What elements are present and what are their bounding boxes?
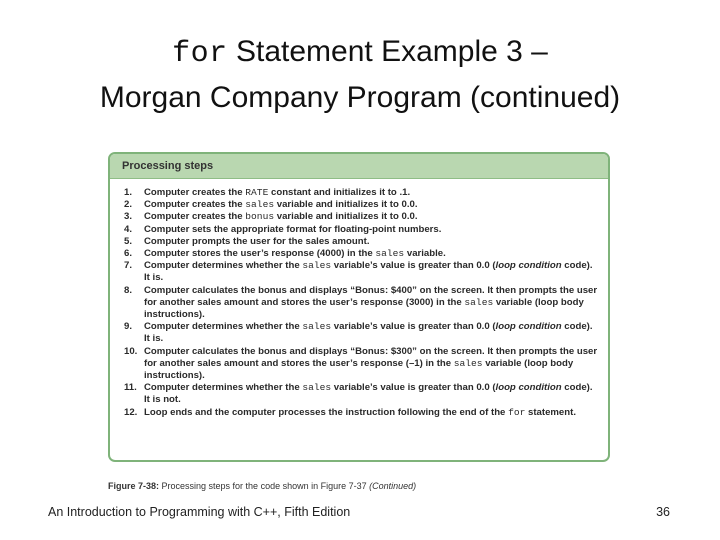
footer-book-title: An Introduction to Programming with C++, Fifth Edition — [48, 505, 351, 519]
step-item — [124, 285, 598, 322]
step-number: 6. — [124, 248, 133, 260]
step-text: Computer prompts the user for the sales amount. — [144, 235, 370, 247]
step-item — [124, 382, 598, 406]
step-item — [124, 248, 598, 260]
step-number: 8. — [124, 284, 133, 296]
processing-steps-figure — [108, 152, 610, 462]
code-term: for — [508, 406, 526, 418]
step-text: Computer creates the RATE constant and initializes it to .1. — [144, 187, 411, 198]
step-number: 1. — [124, 187, 133, 198]
step-text: Computer determines whether the sales variable’s value is greater than 0.0 (loop condition code). It is. — [144, 321, 593, 345]
code-term: sales — [302, 382, 332, 394]
code-term: sales — [302, 260, 332, 272]
step-item — [124, 187, 598, 199]
figure-caption — [108, 481, 416, 491]
step-text: Computer determines whether the sales variable’s value is greater than 0.0 (loop condition code). It is not. — [144, 382, 593, 406]
step-number: 10. — [124, 345, 138, 357]
caption-suffix: (Continued) — [369, 481, 417, 491]
step-item — [124, 260, 598, 284]
step-list — [110, 187, 608, 419]
title-line-1 — [0, 30, 720, 76]
step-number: 5. — [124, 235, 133, 247]
step-number: 12. — [124, 406, 138, 418]
step-text: Computer stores the user’s response (4000) in the sales variable. — [144, 248, 446, 260]
step-number: 11. — [124, 382, 137, 394]
code-term: sales — [245, 199, 275, 211]
italic-term: loop condition — [495, 321, 562, 333]
step-number: 4. — [124, 223, 133, 235]
step-text: Computer calculates the bonus and displays “Bonus: $300” on the screen. It then prompts the user for another sales amount and stores the user’s response (–1) in the sales variable (loop body instructions). — [144, 345, 598, 382]
figure-header: Processing steps — [110, 154, 608, 179]
code-term: bonus — [245, 211, 275, 223]
caption-label: Figure 7-38: — [108, 481, 160, 491]
title-line-2: Morgan Company Program (continued) — [99, 81, 621, 114]
footer-page-number: 36 — [656, 505, 670, 519]
slide-title — [0, 30, 720, 119]
code-term: sales — [453, 357, 483, 369]
title-line-1-text: Statement Example 3 – — [227, 35, 548, 68]
step-number: 3. — [124, 211, 133, 223]
step-number: 7. — [124, 260, 133, 272]
step-text: Computer determines whether the sales variable’s value is greater than 0.0 (loop condition code). It is. — [144, 260, 593, 284]
step-text: Computer calculates the bonus and displays “Bonus: $400” on the screen. It then prompts the user for another sales amount and stores the user’s response (3000) in the sales variable (loop body instructions). — [144, 284, 598, 321]
step-item — [124, 224, 598, 236]
italic-term: loop condition — [495, 260, 562, 272]
step-text: Computer sets the appropriate format for floating-point numbers. — [144, 223, 442, 235]
step-item — [124, 211, 598, 223]
step-text: Computer creates the sales variable and initializes it to 0.0. — [144, 199, 418, 211]
step-number: 2. — [124, 199, 133, 211]
step-text: Loop ends and the computer processes the instruction following the end of the for statement. — [144, 406, 576, 418]
step-text: Computer creates the bonus variable and initializes it to 0.0. — [144, 211, 418, 223]
step-number: 9. — [124, 321, 133, 333]
code-term: sales — [375, 248, 405, 260]
step-item — [124, 321, 598, 345]
italic-term: loop condition — [495, 382, 562, 394]
caption-text: Processing steps for the code shown in Figure 7-37 — [159, 481, 370, 491]
step-item — [124, 236, 598, 248]
code-term: RATE — [245, 187, 269, 198]
code-term: sales — [302, 321, 332, 333]
title-code-word: for — [172, 37, 228, 71]
step-item — [124, 199, 598, 211]
step-item — [124, 346, 598, 383]
step-item — [124, 407, 598, 419]
code-term: sales — [464, 296, 494, 308]
